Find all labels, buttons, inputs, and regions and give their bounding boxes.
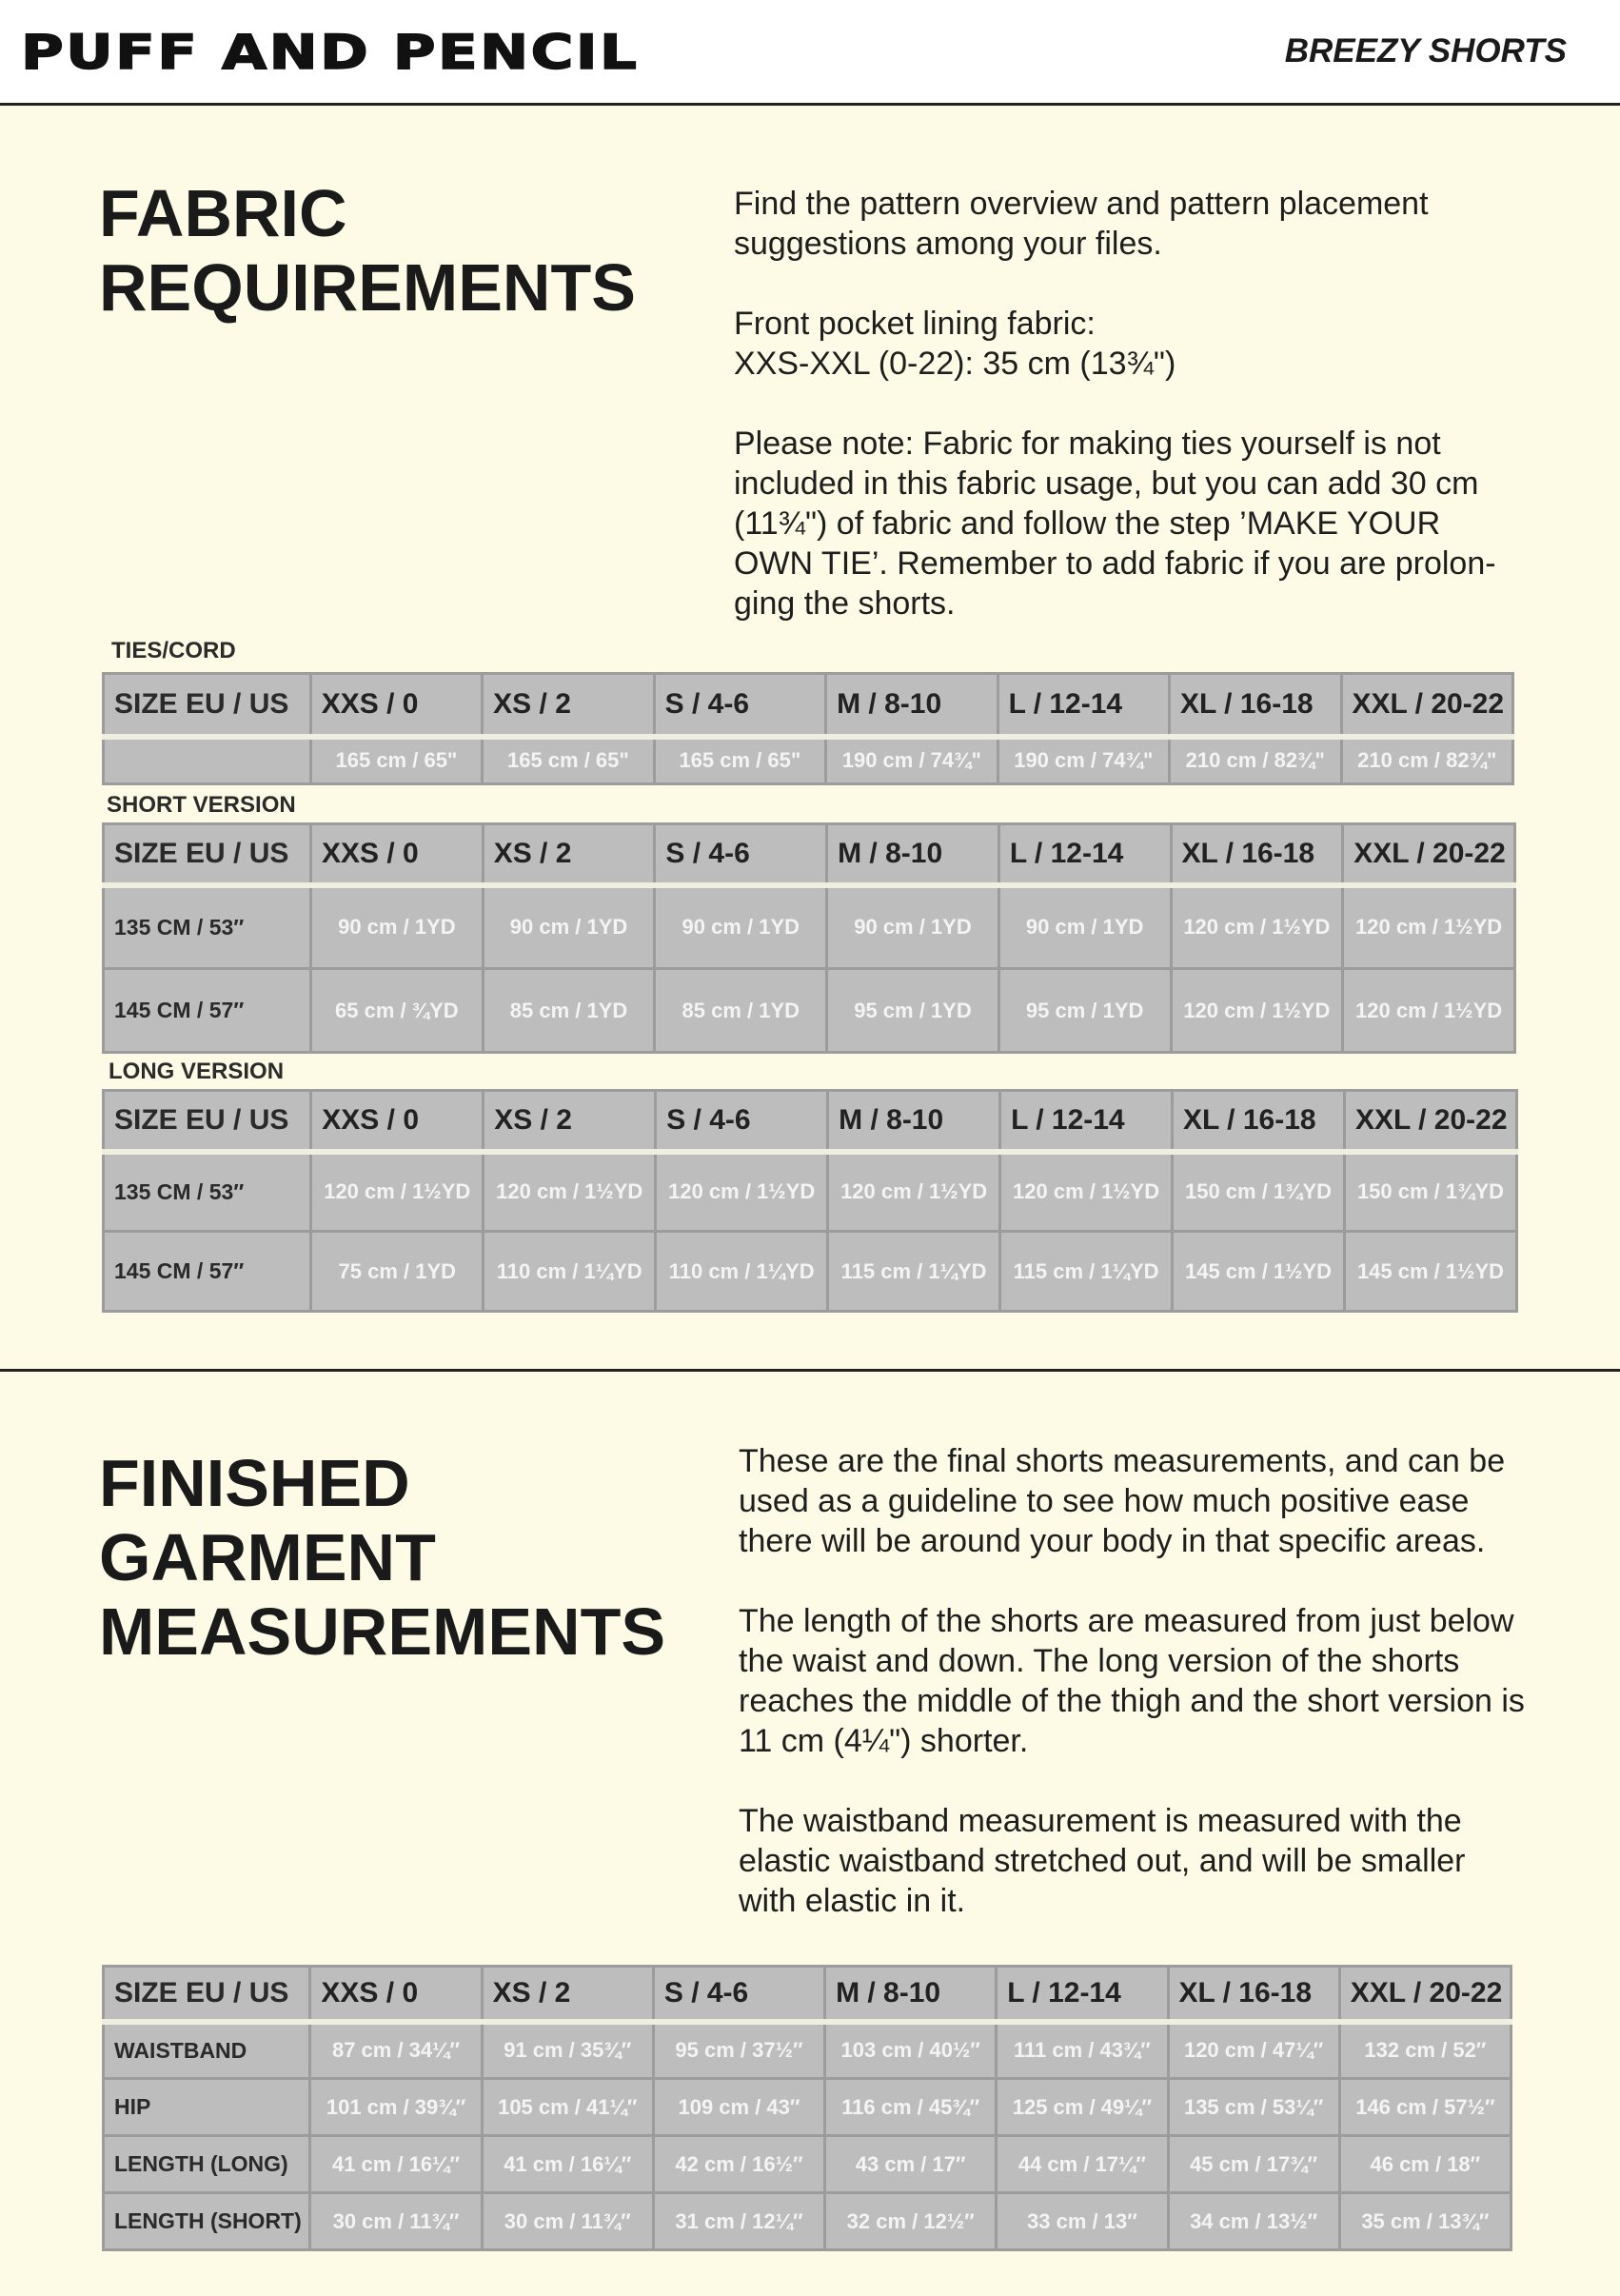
fabric-requirements-heading [99, 176, 636, 325]
size-header: XXS / 0 [310, 1967, 482, 2022]
row-label [104, 737, 311, 784]
table-cell: 32 cm / 12½″ [825, 2193, 997, 2250]
size-header: M / 8-10 [828, 1091, 1000, 1152]
size-header: XXS / 0 [311, 1091, 484, 1152]
table-cell: 95 cm / 1YD [998, 969, 1171, 1053]
size-header: S / 4-6 [655, 824, 827, 885]
table-cell: 111 cm / 43¾″ [997, 2022, 1168, 2079]
size-header: L / 12-14 [998, 824, 1171, 885]
row-label: LENGTH (LONG) [104, 2136, 310, 2193]
row-label: LENGTH (SHORT) [104, 2193, 310, 2250]
row-label: 135 CM / 53″ [104, 1152, 311, 1232]
size-header: L / 12-14 [1000, 1091, 1173, 1152]
size-header: XS / 2 [483, 824, 655, 885]
table-row [104, 2022, 1511, 2079]
size-header: L / 12-14 [998, 674, 1169, 737]
table-cell: 146 cm / 57½″ [1339, 2079, 1511, 2136]
table-cell: 90 cm / 1YD [311, 885, 484, 969]
size-header: S / 4-6 [654, 674, 825, 737]
finished-notes [739, 1441, 1529, 1961]
table-cell: 110 cm / 1¼YD [484, 1232, 656, 1312]
table-cell: 41 cm / 16¼″ [310, 2136, 482, 2193]
size-header: L / 12-14 [997, 1967, 1168, 2022]
table-cell: 190 cm / 74¾" [826, 737, 998, 784]
paragraph: The waistband measurement is measured with the elastic waistband stretched out, and will be smaller with elastic in it. [739, 1803, 1466, 1919]
table-cell: 120 cm / 1½YD [1343, 885, 1515, 969]
heading-line: REQUIREMENTS [99, 250, 636, 325]
row-label: 135 CM / 53″ [104, 885, 311, 969]
table-header-row [104, 674, 1513, 737]
table-cell: 190 cm / 74¾" [998, 737, 1169, 784]
table-cell: 103 cm / 40½″ [825, 2022, 997, 2079]
table-cell: 90 cm / 1YD [998, 885, 1171, 969]
table-cell: 95 cm / 37½″ [653, 2022, 824, 2079]
table-cell: 65 cm / ¾YD [311, 969, 484, 1053]
size-header: XS / 2 [482, 1967, 653, 2022]
table-cell: 125 cm / 49¼″ [997, 2079, 1168, 2136]
document-title: BREEZY SHORTS [1284, 32, 1567, 69]
table-cell: 85 cm / 1YD [655, 969, 827, 1053]
table-cell: 30 cm / 11¾″ [482, 2193, 653, 2250]
table-cell: 42 cm / 16½″ [653, 2136, 824, 2193]
table-cell: 115 cm / 1¼YD [1000, 1232, 1173, 1312]
table-cell: 95 cm / 1YD [827, 969, 999, 1053]
table-row [104, 2079, 1511, 2136]
size-header: XXS / 0 [311, 824, 484, 885]
long-version-table [102, 1089, 1518, 1313]
paragraph: The length of the shorts are measured from just below the waist and down. The long version of the shorts reaches the middle of the thigh and the short version is 11 cm (4¼") shorter. [739, 1603, 1525, 1759]
table-cell: 43 cm / 17″ [825, 2136, 997, 2193]
table-cell: 30 cm / 11¾″ [310, 2193, 482, 2250]
table-cell: 165 cm / 65" [483, 737, 654, 784]
size-header: XXL / 20-22 [1345, 1091, 1517, 1152]
table-cell: 210 cm / 82¾" [1341, 737, 1512, 784]
table-cell: 120 cm / 1½YD [656, 1152, 828, 1232]
table-cell: 110 cm / 1¼YD [656, 1232, 828, 1312]
table-cell: 35 cm / 13¾″ [1339, 2193, 1511, 2250]
size-header: S / 4-6 [656, 1091, 828, 1152]
table-cell: 45 cm / 17¾″ [1168, 2136, 1339, 2193]
heading-line: FINISHED [99, 1446, 410, 1520]
table-cell: 120 cm / 1½YD [828, 1152, 1000, 1232]
table-cell: 33 cm / 13″ [997, 2193, 1168, 2250]
table-cell: 135 cm / 53¼″ [1168, 2079, 1339, 2136]
table-cell: 105 cm / 41¼″ [482, 2079, 653, 2136]
table-row [104, 969, 1515, 1053]
size-header: XS / 2 [483, 674, 654, 737]
table-cell: 210 cm / 82¾" [1170, 737, 1341, 784]
size-column-header: SIZE EU / US [104, 1091, 311, 1152]
table-cell: 44 cm / 17¼″ [997, 2136, 1168, 2193]
table-header-row [104, 1091, 1517, 1152]
table-cell: 120 cm / 1½YD [311, 1152, 484, 1232]
table-cell: 116 cm / 45¾″ [825, 2079, 997, 2136]
size-header: XL / 16-18 [1171, 824, 1343, 885]
size-header: XS / 2 [484, 1091, 656, 1152]
table-cell: 34 cm / 13½″ [1168, 2193, 1339, 2250]
table-cell: 150 cm / 1¾YD [1173, 1152, 1345, 1232]
table-row [104, 2136, 1511, 2193]
size-header: XXL / 20-22 [1339, 1967, 1511, 2022]
paragraph: Please note: Fabric for making ties yourself is not included in this fabric usage, but you can add 30 cm (11¾") of fabric and follow the step ’MAKE YOUR OWN TIE’. Remember to add fabric if you are prolon-ging the shorts. [734, 426, 1496, 622]
row-label: WAISTBAND [104, 2022, 310, 2079]
heading-line: GARMENT [99, 1520, 436, 1594]
table-row [104, 2193, 1511, 2250]
table-cell: 120 cm / 1½YD [1000, 1152, 1173, 1232]
table-cell: 120 cm / 1½YD [1343, 969, 1515, 1053]
fabric-notes [734, 184, 1524, 663]
row-label: 145 CM / 57″ [104, 1232, 311, 1312]
table-cell: 115 cm / 1¼YD [828, 1232, 1000, 1312]
table-cell: 87 cm / 34¼″ [310, 2022, 482, 2079]
size-header: S / 4-6 [653, 1967, 824, 2022]
table-cell: 91 cm / 35¾″ [482, 2022, 653, 2079]
table-cell: 31 cm / 12¼″ [653, 2193, 824, 2250]
brand-logo: PUFF AND PENCIL [21, 25, 640, 80]
size-header: XXL / 20-22 [1343, 824, 1515, 885]
table-cell: 85 cm / 1YD [483, 969, 655, 1053]
table-cell: 120 cm / 1½YD [484, 1152, 656, 1232]
paragraph: Find the pattern overview and pattern placement suggestions among your files. [734, 186, 1429, 262]
table-row [104, 737, 1513, 784]
size-header: M / 8-10 [826, 674, 998, 737]
table-cell: 90 cm / 1YD [655, 885, 827, 969]
table-cell: 165 cm / 65" [654, 737, 825, 784]
size-column-header: SIZE EU / US [104, 674, 311, 737]
row-label: 145 CM / 57″ [104, 969, 311, 1053]
size-header: M / 8-10 [827, 824, 999, 885]
size-header: XL / 16-18 [1173, 1091, 1345, 1152]
table-cell: 145 cm / 1½YD [1345, 1232, 1517, 1312]
table-cell: 75 cm / 1YD [311, 1232, 484, 1312]
size-column-header: SIZE EU / US [104, 824, 311, 885]
row-label: HIP [104, 2079, 310, 2136]
page-header [0, 0, 1620, 106]
size-column-header: SIZE EU / US [104, 1967, 310, 2022]
table-row [104, 885, 1515, 969]
size-header: XXL / 20-22 [1341, 674, 1512, 737]
table-cell: 41 cm / 16¼″ [482, 2136, 653, 2193]
table-cell: 90 cm / 1YD [483, 885, 655, 969]
finished-garment-heading [99, 1446, 665, 1669]
table-cell: 46 cm / 18″ [1339, 2136, 1511, 2193]
table-cell: 90 cm / 1YD [827, 885, 999, 969]
table-row [104, 1232, 1517, 1312]
size-header: M / 8-10 [825, 1967, 997, 2022]
paragraph: Front pocket lining fabric: XXS-XXL (0-22): 35 cm (13¾") [734, 306, 1176, 382]
long-version-table-label: LONG VERSION [109, 1059, 285, 1084]
heading-line: MEASUREMENTS [99, 1594, 666, 1669]
heading-line: FABRIC [99, 176, 347, 250]
short-version-table-label: SHORT VERSION [107, 792, 296, 818]
table-header-row [104, 1967, 1511, 2022]
table-row [104, 1152, 1517, 1232]
size-header: XL / 16-18 [1170, 674, 1341, 737]
size-header: XXS / 0 [310, 674, 482, 737]
table-header-row [104, 824, 1515, 885]
table-cell: 120 cm / 1½YD [1171, 969, 1343, 1053]
table-cell: 132 cm / 52″ [1339, 2022, 1511, 2079]
table-cell: 145 cm / 1½YD [1173, 1232, 1345, 1312]
table-cell: 120 cm / 1½YD [1171, 885, 1343, 969]
table-cell: 120 cm / 47¼″ [1168, 2022, 1339, 2079]
finished-measurements-table [102, 1965, 1512, 2251]
section-divider [0, 1369, 1620, 1372]
size-header: XL / 16-18 [1168, 1967, 1339, 2022]
paragraph: These are the final shorts measurements, and can be used as a guideline to see how much positive ease there will be around your body in that specific areas. [739, 1443, 1506, 1559]
table-cell: 109 cm / 43″ [653, 2079, 824, 2136]
ties-cord-table [102, 672, 1514, 785]
table-cell: 150 cm / 1¾YD [1345, 1152, 1517, 1232]
short-version-table [102, 822, 1516, 1054]
table-cell: 101 cm / 39¾″ [310, 2079, 482, 2136]
ties-table-label: TIES/CORD [111, 638, 236, 663]
table-cell: 165 cm / 65" [310, 737, 482, 784]
